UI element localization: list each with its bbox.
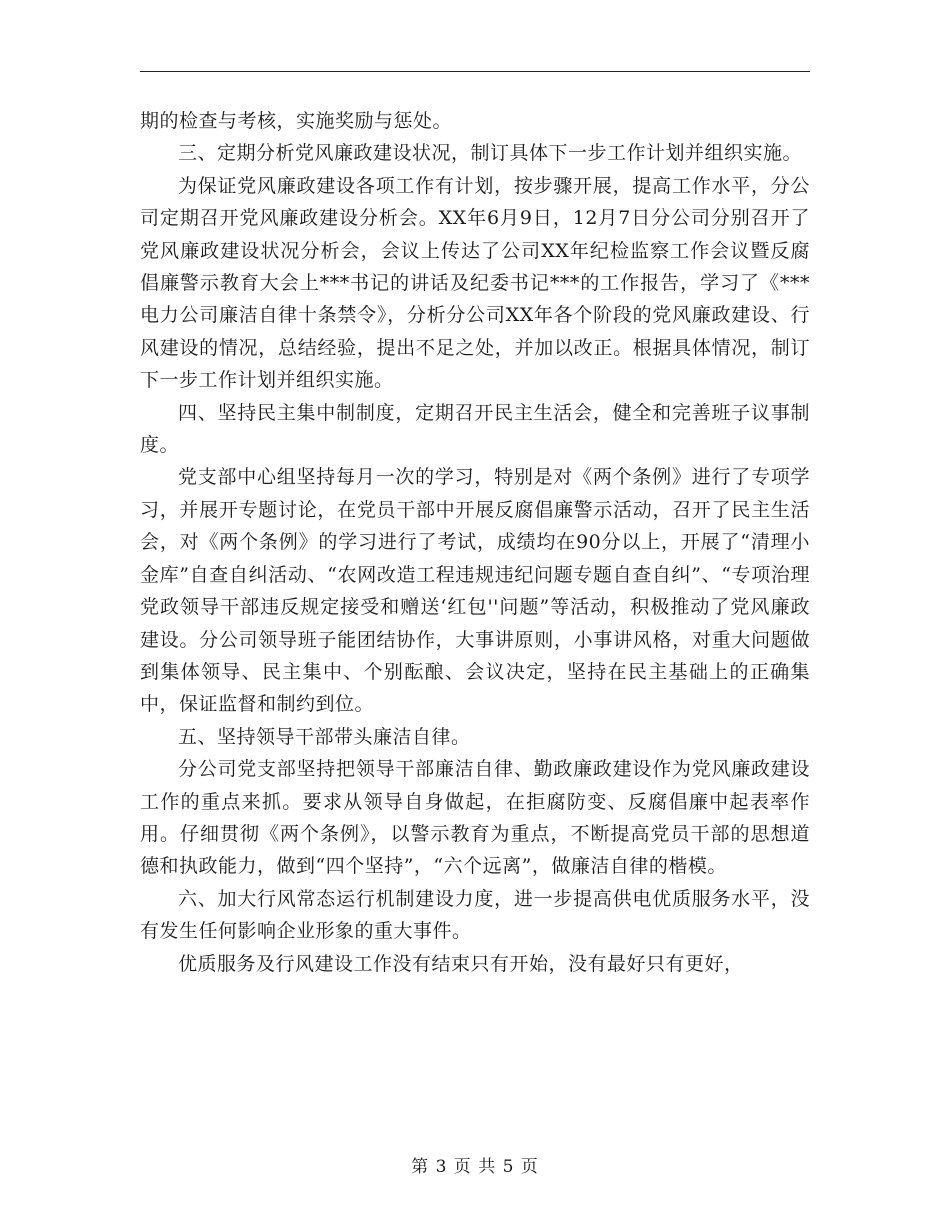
paragraph-heading-3: 三、定期分析党风廉政建设状况，制订具体下一步工作计划并组织实施。: [178, 142, 803, 165]
paragraph-heading-4: 四、坚持民主集中制制度，定期召开民主生活会，健全和完善班子议事制度。: [140, 401, 810, 457]
paragraph: 分公司党支部坚持把领导干部廉洁自律、勤政廉政建设作为党风廉政建设工作的重点来抓。要求从领导自身做起，在拒腐防变、反腐倡廉中起表率作用。仔细贯彻《两个条例》，以警示教育为重点，不断提高党员干部的思想道德和执政能力，做到“四个坚持”，“六个远离”，做廉洁自律的楷模。: [140, 758, 810, 878]
paragraph: 党支部中心组坚持每月一次的学习，特别是对《两个条例》进行了专项学习，并展开专题讨论，在党员干部中开展反腐倡廉警示活动，召开了民主生活会，对《两个条例》的学习进行了考试，成绩均在90分以上，开展了“清理小金库”自查自纠活动、“农网改造工程违规违纪问题专题自查自纠”、“专项治理党政领导干部违反规定接受和赠送‘红包''问题”等活动，积极推动了党风廉政建设。分公司领导班子能团结协作，大事讲原则，小事讲风格，对重大问题做到集体领导、民主集中、个别酝酿、会议决定，坚持在民主基础上的正确集中，保证监督和制约到位。: [140, 466, 810, 716]
paragraph: 期的检查与考核，实施奖励与惩处。: [140, 110, 453, 132]
paragraph: 为保证党风廉政建设各项工作有计划，按步骤开展，提高工作水平，分公司定期召开党风廉政建设分析会。XX年6月9日，12月7日分公司分别召开了党风廉政建设状况分析会，会议上传达了公司XX年纪检监察工作会议暨反腐倡廉警示教育大会上***书记的讲话及纪委书记***的工作报告，学习了《***电力公司廉洁自律十条禁令》，分析分公司XX年各个阶段的党风廉政建设、行风建设的情况，总结经验，提出不足之处，并加以改正。根据具体情况，制订下一步工作计划并组织实施。: [140, 174, 810, 392]
page-number-footer: 第 3 页 共 5 页: [411, 1157, 539, 1177]
paragraph-heading-5: 五、坚持领导干部带头廉洁自律。: [178, 725, 471, 748]
document-body: [140, 105, 810, 980]
paragraph: 优质服务及行风建设工作没有结束只有开始，没有最好只有更好，: [178, 952, 744, 975]
header-rule: [140, 71, 810, 72]
paragraph-heading-6: 六、加大行风常态运行机制建设力度，进一步提高供电优质服务水平，没有发生任何影响企业形象的重大事件。: [140, 887, 810, 943]
